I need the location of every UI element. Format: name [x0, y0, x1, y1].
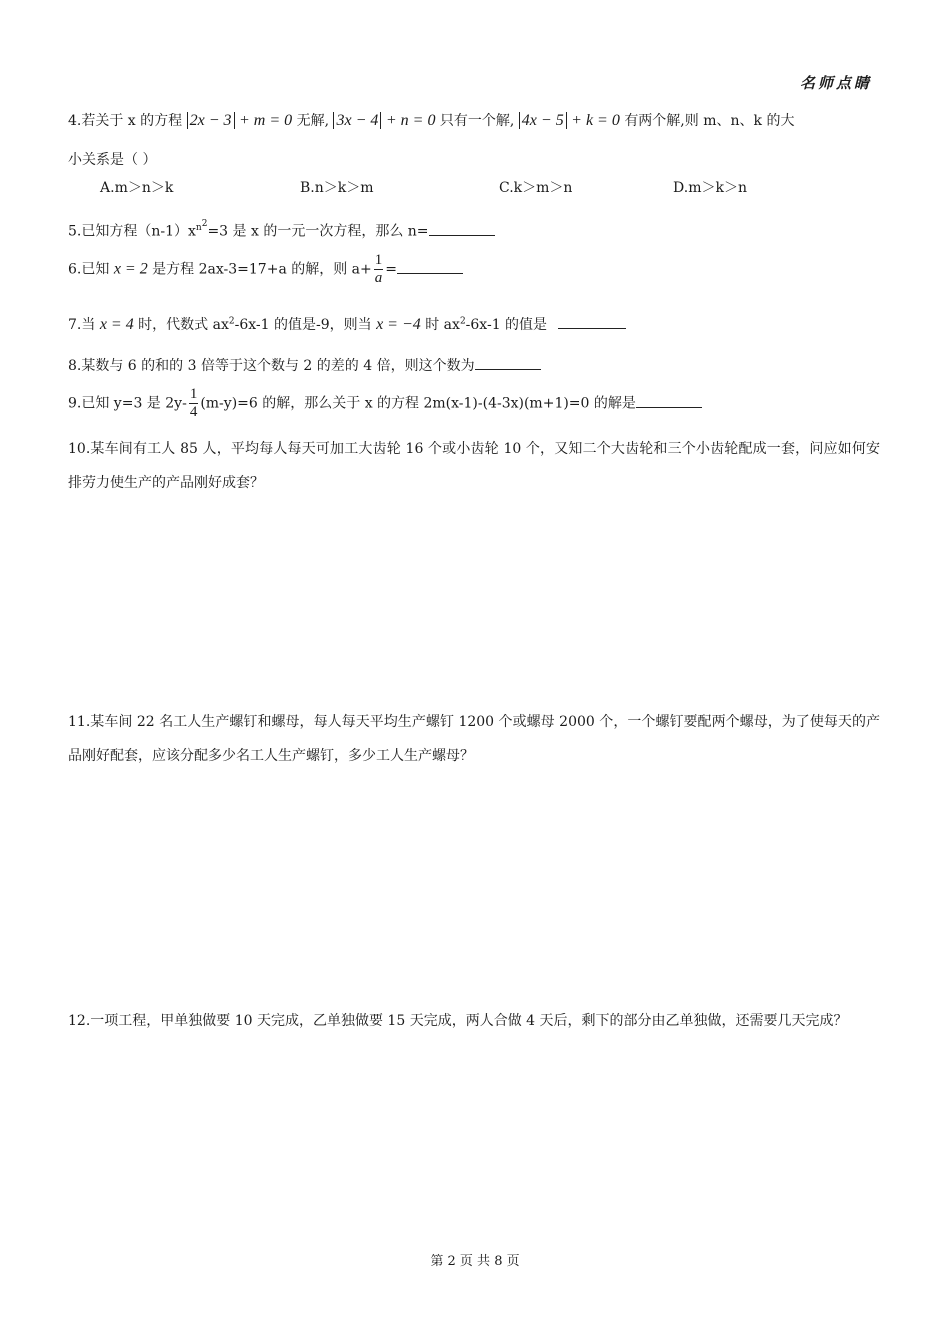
q7-answer-blank[interactable]: [558, 316, 626, 329]
q4-option-b: [300, 177, 374, 197]
q4-eq3-tail: + k = 0: [571, 112, 620, 129]
q4-text-3: 有两个解,则 m、n、k 的大: [624, 113, 795, 129]
q6-equation: x = 2: [113, 260, 148, 278]
q7-text-a: 7.当: [68, 317, 96, 333]
q5-text-b: =3 是 x 的一元一次方程，那么 n=: [207, 223, 429, 240]
page-number-footer: 第 2 页 共 8 页: [430, 1254, 520, 1269]
q6-text-b: 是方程 2ax-3=17+a 的解，则 a+: [152, 261, 372, 278]
q8-answer-blank[interactable]: [475, 357, 541, 370]
q4-option-a: [100, 177, 173, 197]
question-8: [68, 355, 541, 375]
q9-text-b: (m-y)=6 的解，那么关于 x 的方程 2m(x-1)-(4-3x)(m+1)=0 的解是: [200, 395, 636, 412]
q4-option-d: [673, 177, 747, 197]
q4-text-2: 只有一个解,: [439, 113, 515, 129]
q4-option-c-label: C.: [499, 180, 514, 196]
q6-text-c: =: [385, 261, 397, 278]
q9-text-a: 9.已知 y=3 是 2y-: [68, 395, 187, 412]
question-5: [68, 219, 495, 241]
q4-prefix: 4.若关于 x 的方程: [68, 113, 183, 129]
q7-exponent-2: 2: [459, 316, 466, 327]
q4-option-c-value: k＞m＞n: [513, 180, 573, 196]
q7-equation-1: x = 4: [99, 316, 134, 333]
question-4-line-1: [68, 110, 794, 130]
question-7: [68, 314, 626, 334]
q5-answer-blank[interactable]: [429, 223, 495, 236]
q4-text-1: 无解,: [296, 113, 330, 129]
q4-option-d-value: m＞k＞n: [688, 180, 747, 196]
q4-eq2-absolute: 3x − 4: [333, 112, 381, 129]
q9-fraction: $\frac{1}{4}$: [189, 386, 198, 420]
q6-text-a: 6.已知: [68, 261, 110, 278]
q4-option-a-value: m＞n＞k: [114, 180, 174, 196]
question-11: 11.某车间 22 名工人生产螺钉和螺母，每人每天平均生产螺钉 1200 个或螺母 2000 个，一个螺钉要配两个螺母，为了使每天的产品刚好配套，应该分配多少名工人生产螺钉，多少工人生产螺母？: [68, 714, 880, 764]
q6-answer-blank[interactable]: [397, 261, 463, 274]
q5-text-a: 5.已知方程（n-1）x: [68, 223, 196, 240]
q7-text-e: -6x-1 的值是: [465, 317, 548, 333]
q8-text: 8.某数与 6 的和的 3 倍等于这个数与 2 的差的 4 倍，则这个数为: [68, 358, 475, 374]
q4-eq2-tail: + n = 0: [385, 112, 436, 129]
q7-text-d: 时 ax: [425, 317, 460, 333]
question-12: 12.一项工程，甲单独做要 10 天完成，乙单独做要 15 天完成，两人合做 4 天后，剩下的部分由乙单独做，还需要几天完成？: [68, 1013, 848, 1029]
q4-eq3-absolute: 4x − 5: [519, 112, 567, 129]
q5-exponent: n2: [195, 219, 208, 233]
q4-option-b-value: n＞k＞m: [314, 180, 374, 196]
q4-option-d-label: D.: [673, 180, 689, 196]
q4-option-a-label: A.: [100, 180, 115, 196]
q4-eq1-tail: + m = 0: [238, 112, 293, 129]
q7-exponent-1: 2: [228, 316, 235, 327]
question-9: [68, 386, 702, 421]
page-header-title: 名师点睛: [799, 74, 872, 92]
q7-equation-2: x = −4: [376, 316, 421, 333]
question-10: 10.某车间有工人 85 人，平均每人每天可加工大齿轮 16 个或小齿轮 10 个，又知二个大齿轮和三个小齿轮配成一套，问应如何安排劳力使生产的产品刚好成套？: [68, 441, 880, 491]
q4-option-b-label: B.: [300, 180, 315, 196]
q6-fraction: $\frac{1}{a}$: [374, 252, 383, 286]
q4-option-c: [499, 177, 572, 197]
question-4-line-2: 小关系是（ ）: [68, 152, 157, 168]
q4-eq1-absolute: 2x − 3: [187, 112, 235, 129]
question-6: [68, 252, 463, 287]
q7-text-b: 时，代数式 ax: [138, 317, 229, 333]
q7-text-c: -6x-1 的值是-9，则当: [234, 317, 372, 333]
q9-answer-blank[interactable]: [636, 395, 702, 408]
